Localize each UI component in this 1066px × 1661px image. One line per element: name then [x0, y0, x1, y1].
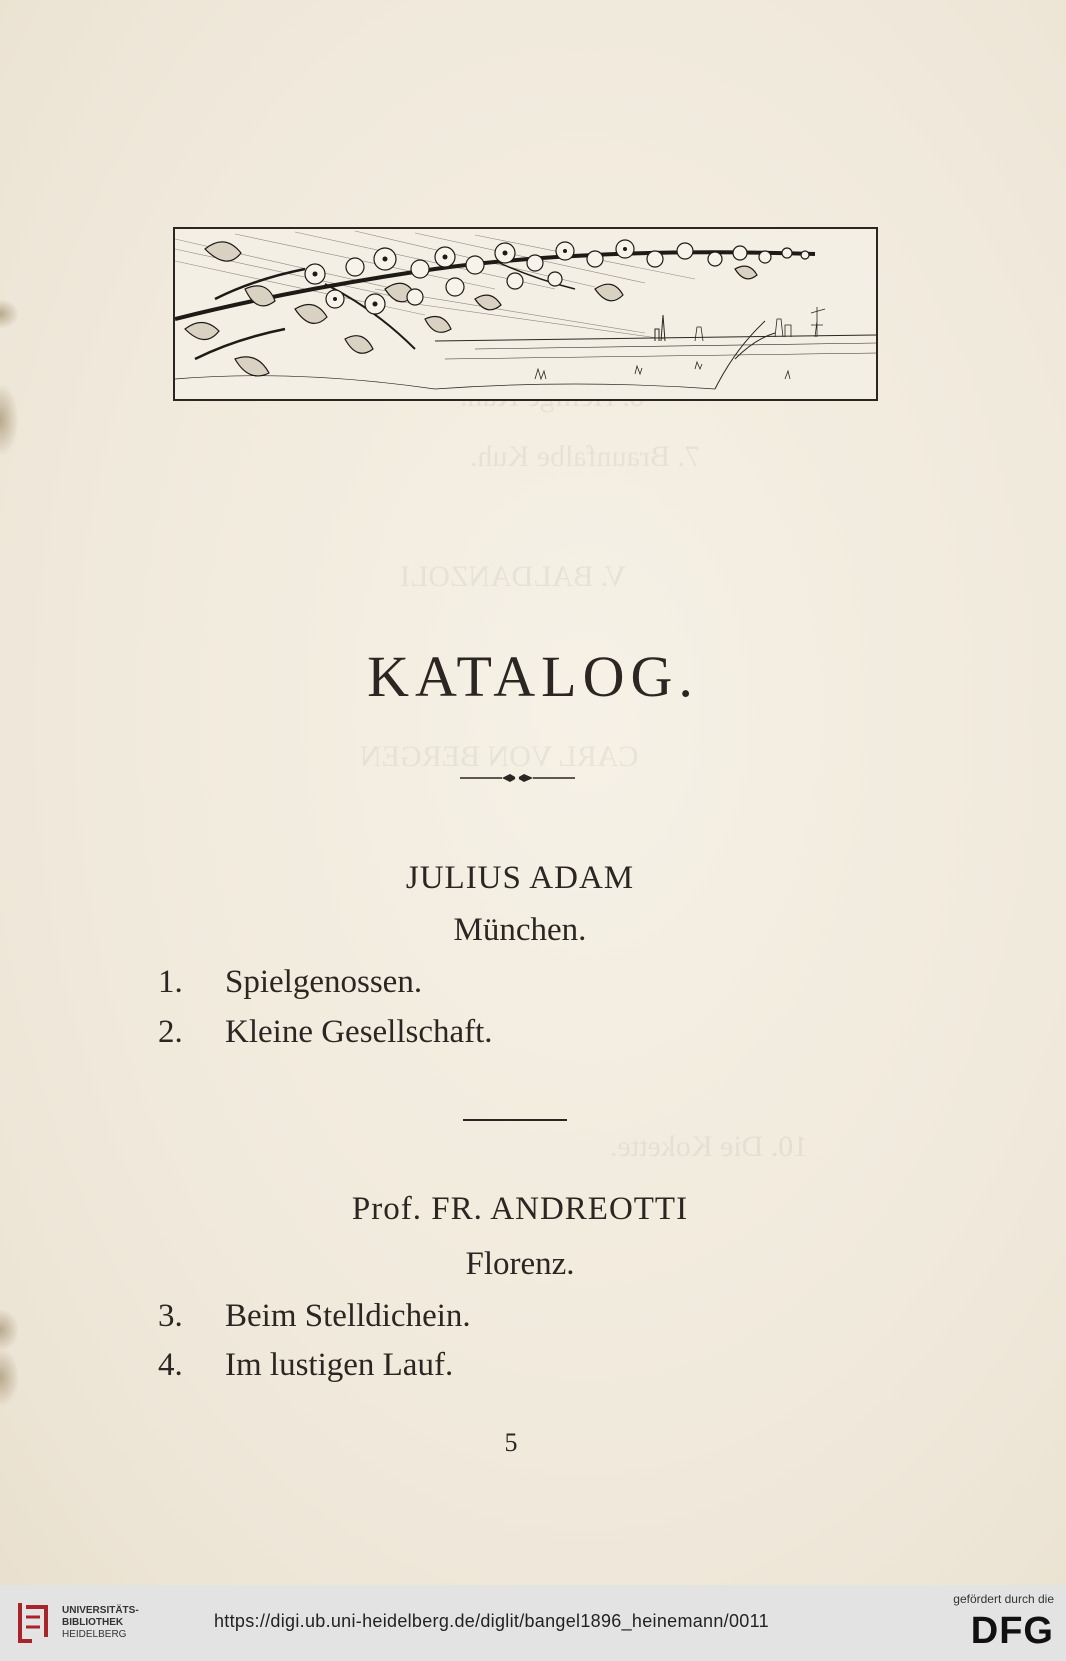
entry-title: Im lustigen Lauf.: [225, 1347, 454, 1383]
footer-bar: [0, 1585, 1066, 1661]
catalog-entry: [158, 966, 422, 999]
catalog-entry: [158, 1016, 493, 1049]
institution-line: UNIVERSITÄTS-: [62, 1605, 139, 1616]
entry-number: 1.: [158, 964, 183, 1000]
entry-title: Spielgenossen.: [225, 964, 423, 1000]
entry-number: 2.: [158, 1014, 183, 1050]
entry-title: Beim Stelldichein.: [225, 1298, 471, 1334]
bleed-through-text: V. BALDANZOLI: [400, 560, 627, 593]
entry-number: 4.: [158, 1347, 183, 1383]
catalog-entry: [158, 1349, 453, 1382]
binding-mark: [0, 1350, 18, 1405]
institution-line: BIBLIOTHEK: [62, 1617, 124, 1628]
bleed-through-text: 10. Die Kokette.: [610, 1130, 809, 1163]
artist-name: Prof. FR. ANDREOTTI: [351, 1191, 689, 1227]
permalink-url[interactable]: https://digi.ub.uni-heidelberg.de/diglit/bangel1896_heinemann/0011: [214, 1611, 769, 1631]
binding-mark: [0, 385, 18, 455]
artist-city: München.: [453, 912, 587, 948]
page-number: 5: [504, 1428, 518, 1457]
institution-line: HEIDELBERG: [62, 1629, 127, 1640]
funding-credit[interactable]: [934, 1592, 1054, 1650]
header-engraving: [173, 227, 878, 401]
entry-number: 3.: [158, 1298, 183, 1334]
binding-mark: [0, 300, 18, 328]
bleed-through-text: 7. Braunfalbe Kuh.: [470, 440, 700, 473]
section-divider: [463, 1119, 567, 1121]
institution-name[interactable]: [62, 1605, 139, 1641]
binding-mark: [0, 1310, 18, 1350]
university-library-logo-icon[interactable]: [12, 1597, 54, 1647]
dfg-logo: DFG: [970, 1610, 1054, 1652]
entry-title: Kleine Gesellschaft.: [225, 1014, 493, 1050]
page-title: KATALOG.: [367, 644, 699, 709]
bleed-through-text: CARL VON BERGEN: [360, 740, 639, 773]
ornament-divider-icon: [460, 770, 575, 786]
blossom-landscape-illustration: [175, 229, 876, 399]
funded-label: gefördert durch die: [953, 1592, 1054, 1606]
catalog-entry: [158, 1300, 471, 1333]
artist-name: JULIUS ADAM: [405, 860, 635, 896]
artist-city: Florenz.: [465, 1246, 575, 1282]
